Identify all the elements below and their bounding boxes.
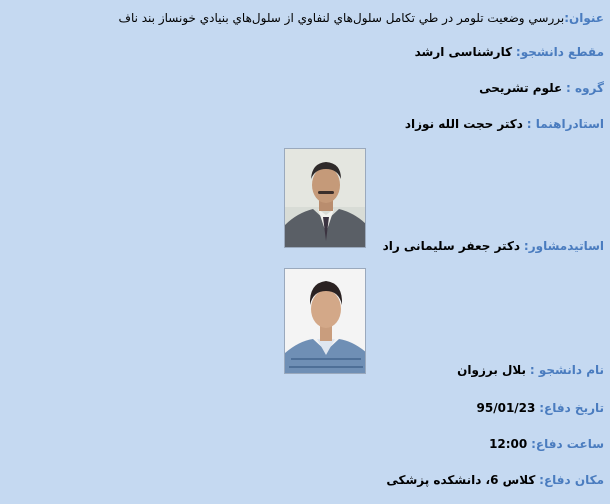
supervisor-row xyxy=(405,116,604,132)
department-value: علوم تشریحی xyxy=(479,81,563,95)
advisor-row xyxy=(383,238,604,254)
student-row xyxy=(457,362,604,378)
defense-date-value: 95/01/23 xyxy=(476,401,536,415)
defense-place-row xyxy=(386,472,604,488)
defense-time-label: ساعت دفاع: xyxy=(531,437,604,451)
department-row xyxy=(479,80,604,96)
department-label: گروه : xyxy=(566,81,604,95)
student-value: بلال برزوان xyxy=(457,363,527,377)
defense-time-row xyxy=(489,436,604,452)
defense-place-value: كلاس 6، دانشکده پزشکی xyxy=(386,473,536,487)
defense-date-row xyxy=(477,400,604,416)
degree-row xyxy=(415,44,604,60)
advisor-label: اساتیدمشاور: xyxy=(523,239,604,253)
supervisor-value: دکتر حجت الله نوزاد xyxy=(404,117,523,131)
thesis-title-value: بررسي وضعيت تلومر در طي تكامل سلول‌هاي لنفاوي از سلول‌هاي بنيادي خونساز بند ناف xyxy=(118,11,565,25)
thesis-title-label: عنوان: xyxy=(564,11,604,25)
defense-place-label: مکان دفاع: xyxy=(539,473,604,487)
defense-date-label: تاريخ دفاع: xyxy=(539,401,604,415)
supervisor-label: استادراهنما : xyxy=(526,117,604,131)
advisor-photo xyxy=(284,268,366,374)
defense-time-value: 12:00 xyxy=(489,437,528,451)
thesis-title-row xyxy=(119,10,605,26)
advisor-value: دکتر جعفر سلیمانی راد xyxy=(382,239,521,253)
degree-value: كارشناسی ارشد xyxy=(414,45,513,59)
degree-label: مقطع دانشجو: xyxy=(515,45,604,59)
supervisor-photo xyxy=(284,148,366,248)
student-label: نام دانشجو : xyxy=(529,363,604,377)
